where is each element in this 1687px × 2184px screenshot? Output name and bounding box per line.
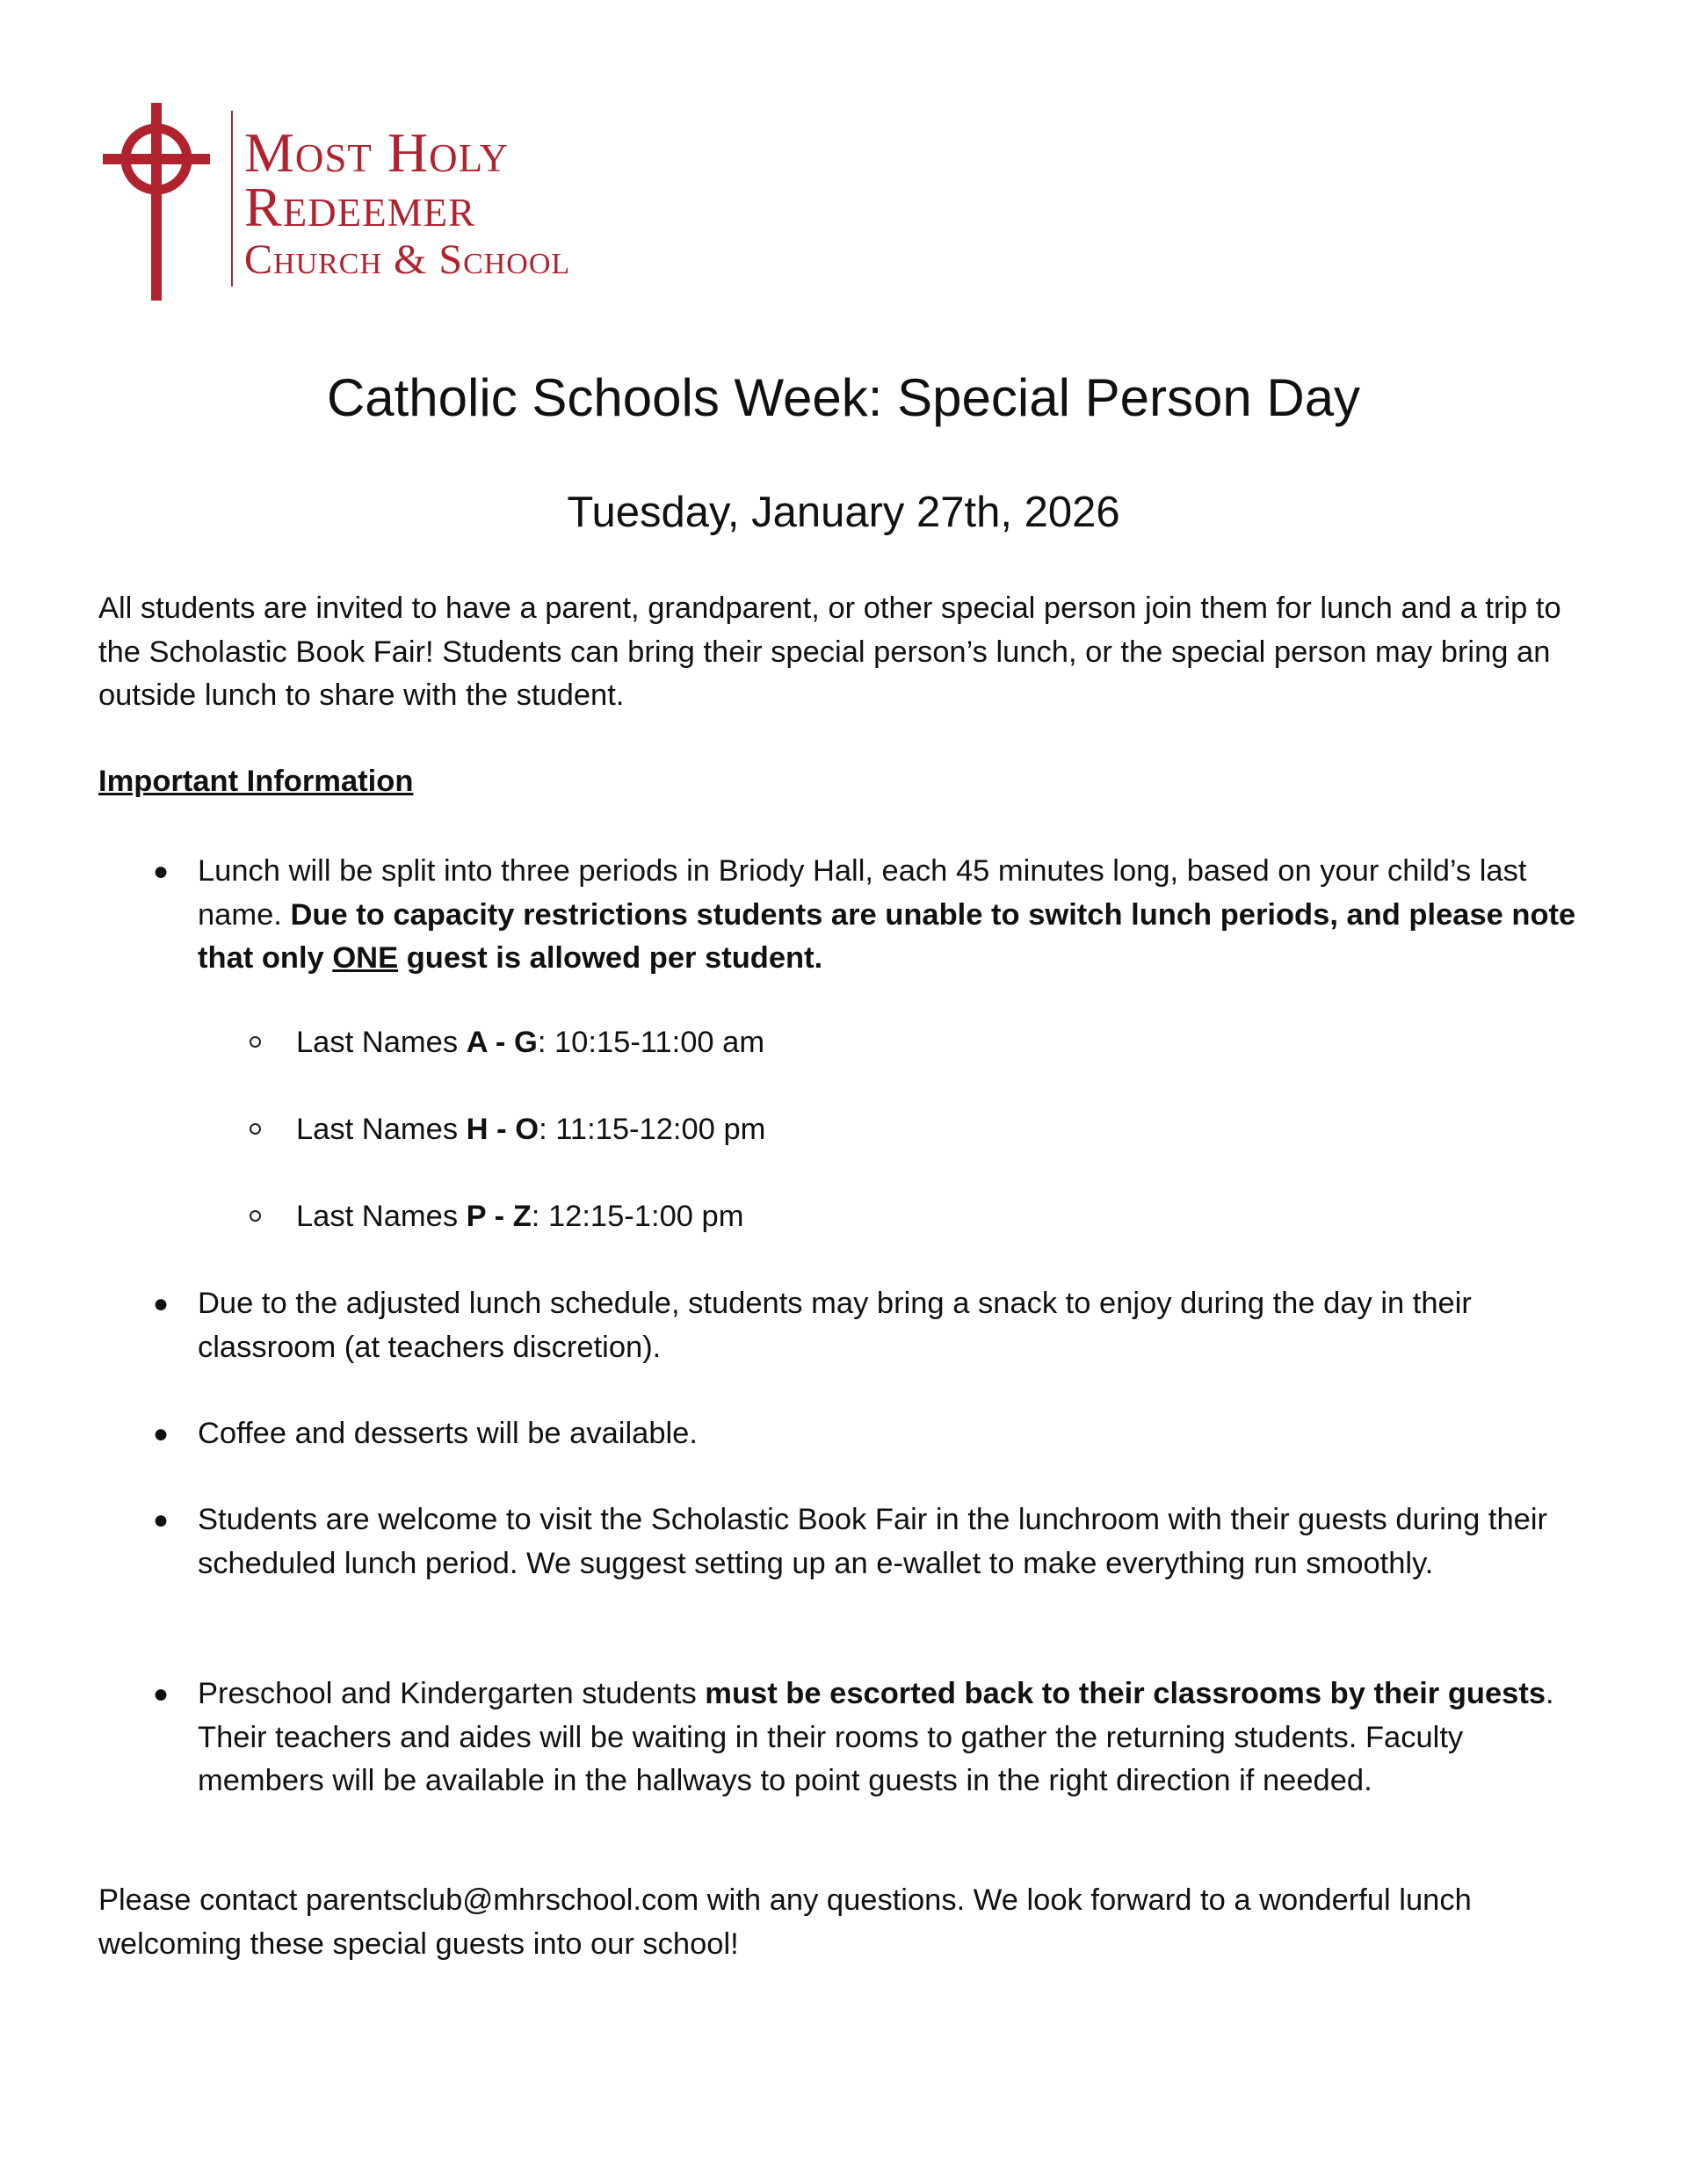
bullet-text: Students are welcome to visit the Scholastic Book Fair in the lunchroom with their guests during their scheduled lunch period. We suggest setting up an e-wallet to make everything run smoothly. <box>198 1503 1547 1580</box>
lunch-period-item <box>296 1021 764 1065</box>
period-label: Last Names <box>296 1113 467 1146</box>
period-time: : 12:15-1:00 pm <box>531 1200 744 1233</box>
circle-bullet-icon <box>250 1036 261 1048</box>
intro-paragraph: All students are invited to have a parent, grandparent, or other special person join them for lunch and a trip to the Scholastic Book Fair! Students can bring their special person’s lunch, or the special person may bring an outside lunch to share with the student. <box>98 591 1561 712</box>
bullet-icon: ● <box>153 1506 170 1535</box>
period-time: : 10:15-11:00 am <box>537 1026 765 1059</box>
emphasis-one: ONE <box>332 941 399 975</box>
period-time: : 11:15-12:00 pm <box>539 1113 766 1146</box>
circle-bullet-icon <box>250 1123 261 1135</box>
lunch-period-item <box>296 1108 765 1152</box>
bullet-icon: ● <box>153 1419 170 1448</box>
circle-bullet-icon <box>250 1210 261 1222</box>
period-label: Last Names <box>296 1200 467 1233</box>
list-item-escort <box>153 1672 1595 1803</box>
closing-paragraph: Please contact parentsclub@mhrschool.com with any questions. We look forward to a wonderful lunch welcoming these special guests into our school! <box>98 1883 1472 1961</box>
logo-line-3: Church & School <box>244 236 571 283</box>
bullet-text: Due to the adjusted lunch schedule, students may bring a snack to enjoy during the day in their classroom (at teachers discretion). <box>198 1287 1472 1364</box>
bullet-bold-text: Due to capacity restrictions students are unable to switch lunch periods, and please note that only <box>198 897 1576 975</box>
list-item-coffee <box>153 1412 1595 1456</box>
period-range: A - G <box>466 1026 538 1059</box>
bullet-text: Preschool and Kindergarten students <box>198 1677 706 1710</box>
bullet-bold-text: must be escorted back to their classrooms by their guests <box>705 1677 1546 1710</box>
bullet-icon: ● <box>153 1680 170 1709</box>
bullet-icon: ● <box>153 1289 170 1318</box>
period-range: P - Z <box>466 1200 532 1233</box>
bullet-text: Lunch will be split into three periods in Briody Hall, each 45 minutes long, based on your child’s last name. <box>198 854 1527 932</box>
list-item-lunch <box>153 850 1595 981</box>
event-date: Tuesday, January 27th, 2026 <box>567 489 1120 536</box>
period-label: Last Names <box>296 1026 467 1059</box>
period-range: H - O <box>466 1113 539 1146</box>
lunch-period-item <box>296 1195 743 1239</box>
bullet-text: Coffee and desserts will be available. <box>198 1417 698 1450</box>
list-item-book-fair <box>153 1498 1595 1585</box>
page-title: Catholic Schools Week: Special Person Day <box>326 368 1361 427</box>
section-heading: Important Information <box>98 765 414 798</box>
logo-line-1: Most Holy <box>244 121 510 184</box>
bullet-icon: ● <box>153 857 170 886</box>
list-item-snack <box>153 1282 1595 1369</box>
bullet-bold-text-2: guest is allowed per student. <box>398 941 823 975</box>
bullet-text-2: . Their teachers and aides will be waiting in their rooms to gather the returning students. Faculty members will be available in the hallways to point guests in the right direction if needed. <box>198 1677 1554 1797</box>
logo-line-2: Redeemer <box>244 176 476 238</box>
